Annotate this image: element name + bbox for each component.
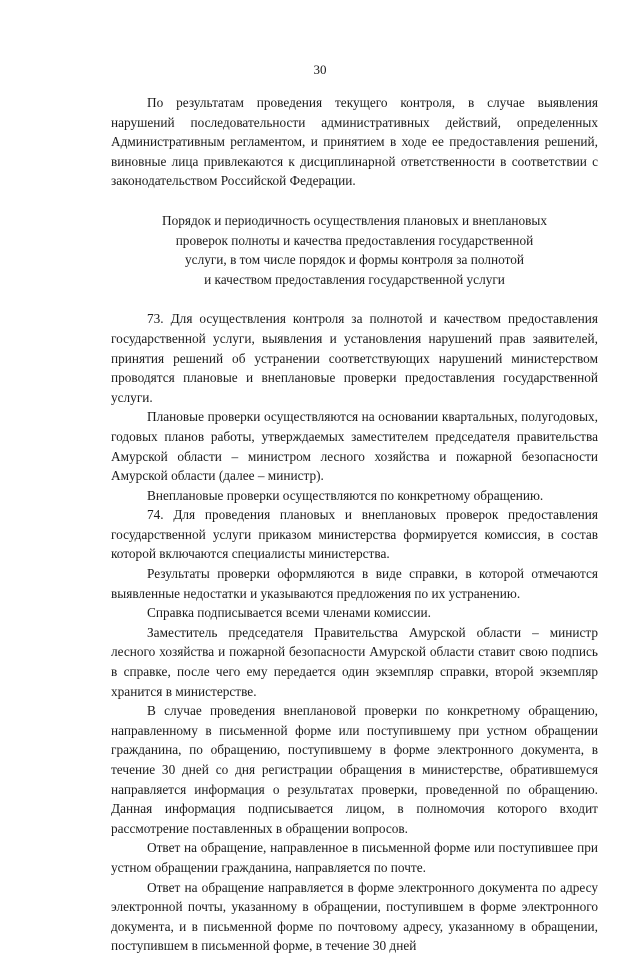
paragraph-electronic-response: Ответ на обращение направляется в форме электронного документа по адресу электронной почты, указанному в обращении, поступившем в форме электронного документа, и в письменной форме по почтовому адресу, указанному в обращении, поступившем в письменной форме, в течение 30 дней <box>111 879 598 954</box>
paragraph-check-results: Результаты проверки оформляются в виде справки, в которой отмечаются выявленные недостатки и указываются предложения по их устранению. <box>111 566 598 601</box>
section-heading-line: услуги, в том числе порядок и формы контроля за полнотой <box>185 252 524 268</box>
paragraph-unplanned-response: В случае проведения внеплановой проверки по конкретному обращению, направленному в письменной форме или поступившему при устном обращении гражданина, по обращению, поступившему в форме электронного документа, в течение 30 дней со дня регистрации обращения в министерстве, обратившемуся направляется информация о результатах проверки, проведенной по обращению. Данная информация подписывается лицом, в полномочия которого входит рассмотрение поставленных в обращении вопросов. <box>111 703 598 836</box>
page-number: 30 <box>313 62 327 77</box>
paragraph-deputy-signature: Заместитель председателя Правительства Амурской области – министр лесного хозяйства и пожарной безопасности Амурской области ставит свою подпись в справке, после чего ему передается один экземпляр справки, второй экземпляр хранится в министерстве. <box>111 624 598 699</box>
paragraph-control-results: По результатам проведения текущего контроля, в случае выявления нарушений последовательности административных действий, определенных Административным регламентом, и принятием в ходе ее предоставления решений, виновные лица привлекаются к дисциплинарной ответственности в соответствии с законодательством Российской Федерации. <box>111 95 598 189</box>
section-heading-line: Порядок и периодичность осуществления плановых и внеплановых <box>162 212 547 228</box>
paragraph-written-response: Ответ на обращение, направленное в письменной форме или поступившее при устном обращении гражданина, направляется по почте. <box>111 840 598 875</box>
paragraph-planned-checks: Плановые проверки осуществляются на основании квартальных, полугодовых, годовых планов работы, утверждаемых заместителем председателя правительства Амурской области – министром лесного хозяйства и пожарной безопасности Амурской области (далее – министр). <box>111 409 598 484</box>
paragraph-signed-by-commission: Справка подписывается всеми членами комиссии. <box>147 605 431 621</box>
section-heading <box>111 211 598 289</box>
section-heading-line: и качеством предоставления государственной услуги <box>204 271 505 287</box>
paragraph-unplanned-checks: Внеплановые проверки осуществляются по конкретному обращению. <box>147 487 544 503</box>
paragraph-73: 73. Для осуществления контроля за полнотой и качеством предоставления государственной услуги, выявления и установления нарушений прав заявителей, принятия решений об устранении соответствующих нарушений министерством проводятся плановые и внеплановые проверки предоставления государственной услуги. <box>111 311 598 405</box>
document-body <box>111 93 598 956</box>
section-heading-line: проверок полноты и качества предоставления государственной <box>175 232 534 248</box>
paragraph-74: 74. Для проведения плановых и внеплановых проверок предоставления государственной услуги приказом министерства формируется комиссия, в состав которой включаются специалисты министерства. <box>111 507 598 562</box>
